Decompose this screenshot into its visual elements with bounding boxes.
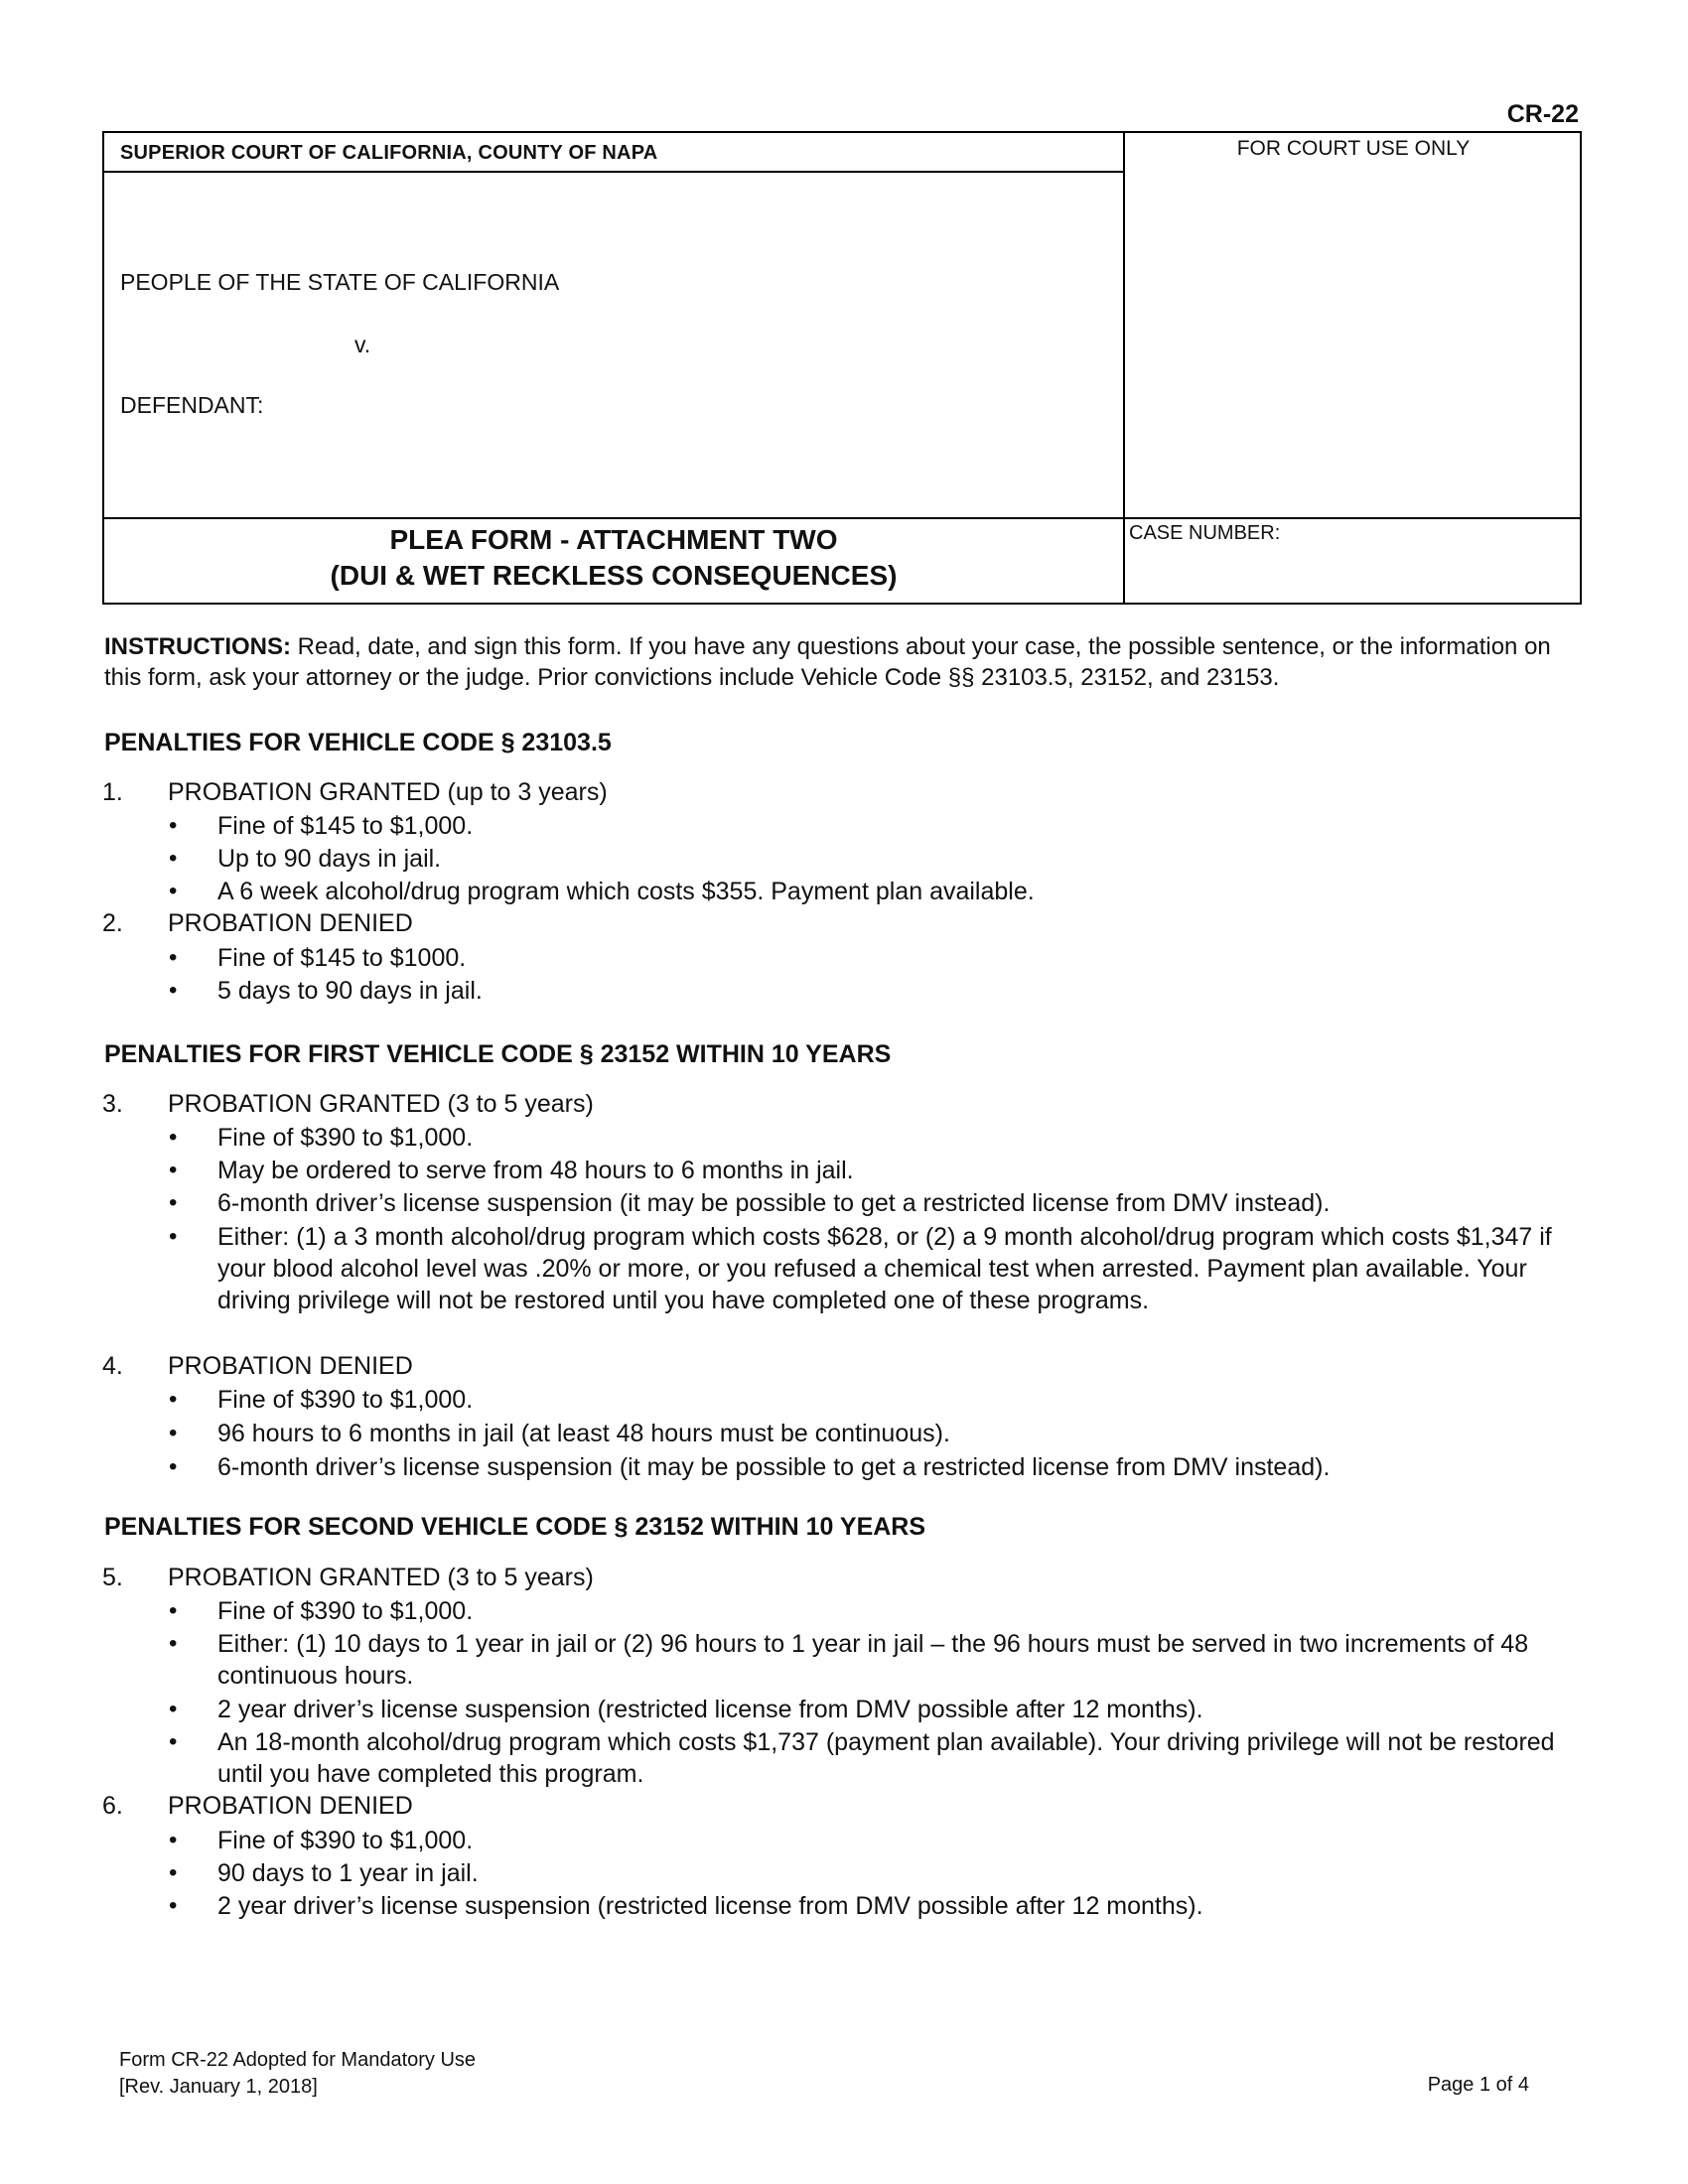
form-title-line-1: PLEA FORM - ATTACHMENT TWO: [389, 524, 838, 555]
item-heading: PROBATION GRANTED (up to 3 years): [168, 778, 608, 806]
case-caption-box: [102, 131, 1582, 605]
form-number: CR-22: [1506, 100, 1579, 128]
form-title: [104, 522, 1123, 594]
bullet-icon: •: [169, 1189, 178, 1216]
bullet-icon: •: [169, 1386, 178, 1413]
item-heading: PROBATION GRANTED (3 to 5 years): [168, 1090, 594, 1118]
bullet-icon: •: [169, 812, 178, 839]
item-heading: PROBATION DENIED: [168, 1352, 413, 1380]
bullet-icon: •: [169, 1453, 178, 1480]
item-heading: PROBATION GRANTED (3 to 5 years): [168, 1564, 594, 1591]
footer-form-info: [119, 2047, 476, 2101]
court-name: SUPERIOR COURT OF CALIFORNIA, COUNTY OF NAPA: [120, 142, 658, 164]
bullet-icon: •: [169, 1630, 178, 1657]
bullet-icon: •: [169, 1859, 178, 1886]
bullet-text: 5 days to 90 days in jail.: [217, 977, 483, 1005]
bullet-text: 2 year driver’s license suspension (restricted license from DMV possible after 12 months).: [217, 1696, 1203, 1723]
item-number: 1.: [102, 778, 123, 806]
instructions: [104, 631, 1594, 693]
bullet-text: Fine of $390 to $1,000.: [217, 1597, 474, 1625]
bullet-icon: •: [169, 977, 178, 1004]
bullet-text: 6-month driver’s license suspension (it may be possible to get a restricted license from DMV instead).: [217, 1453, 1331, 1481]
bullet-icon: •: [169, 944, 178, 971]
bullet-text: Fine of $145 to $1000.: [217, 944, 467, 972]
versus-label: v.: [354, 332, 371, 357]
bullet-text: Either: (1) 10 days to 1 year in jail or (2) 96 hours to 1 year in jail – the 96 hours must be served in two increments of 48 continuous hours.: [217, 1630, 1529, 1690]
bullet-text: Fine of $390 to $1,000.: [217, 1386, 474, 1414]
bullet-text: May be ordered to serve from 48 hours to 6 months in jail.: [217, 1157, 854, 1184]
case-number-label: CASE NUMBER:: [1129, 522, 1281, 544]
form-title-line-2: (DUI & WET RECKLESS CONSEQUENCES): [330, 560, 898, 591]
bullet-text: Fine of $390 to $1,000.: [217, 1827, 474, 1854]
court-use-only-label: FOR COURT USE ONLY: [1236, 137, 1471, 160]
bullet-text: 96 hours to 6 months in jail (at least 48 hours must be continuous).: [217, 1420, 950, 1447]
instructions-label: INSTRUCTIONS:: [104, 633, 291, 660]
section-title: PENALTIES FOR SECOND VEHICLE CODE § 23152 WITHIN 10 YEARS: [104, 1513, 926, 1541]
bullet-text: Fine of $145 to $1,000.: [217, 812, 474, 840]
item-number: 2.: [102, 909, 123, 937]
bullet-icon: •: [169, 878, 178, 904]
section-title: PENALTIES FOR FIRST VEHICLE CODE § 23152 WITHIN 10 YEARS: [104, 1040, 892, 1068]
bullet-text: Fine of $390 to $1,000.: [217, 1124, 474, 1152]
bullet-text: Up to 90 days in jail.: [217, 845, 442, 873]
bullet-icon: •: [169, 1827, 178, 1853]
bullet-icon: •: [169, 1223, 178, 1250]
footer-adopted: Form CR-22 Adopted for Mandatory Use: [119, 2049, 477, 2071]
plaintiff-label: PEOPLE OF THE STATE OF CALIFORNIA: [120, 269, 560, 295]
bullet-icon: •: [169, 1892, 178, 1919]
instructions-text: Read, date, and sign this form. If you have any questions about your case, the possible sentence, or the information on this form, ask your attorney or the judge. Prior convictions include Vehicle Code §§ 23103.5, 23152, and 23153.: [104, 633, 1551, 691]
bullet-icon: •: [169, 1696, 178, 1722]
bullet-text: 2 year driver’s license suspension (restricted license from DMV possible after 12 months).: [217, 1892, 1203, 1920]
item-heading: PROBATION DENIED: [168, 909, 413, 937]
bullet-text: 90 days to 1 year in jail.: [217, 1859, 479, 1887]
bullet-icon: •: [169, 1728, 178, 1755]
item-number: 4.: [102, 1352, 123, 1380]
bullet-icon: •: [169, 845, 178, 872]
caption-divider-vertical: [1123, 133, 1125, 603]
bullet-icon: •: [169, 1157, 178, 1183]
item-heading: PROBATION DENIED: [168, 1792, 413, 1820]
bullet-icon: •: [169, 1420, 178, 1446]
bullet-icon: •: [169, 1597, 178, 1624]
caption-divider-horizontal: [104, 517, 1580, 519]
item-number: 3.: [102, 1090, 123, 1118]
item-number: 5.: [102, 1564, 123, 1591]
bullet-text: Either: (1) a 3 month alcohol/drug program which costs $628, or (2) a 9 month alcohol/drug program which costs $1,347 if your blood alcohol level was .20% or more, or you refused a chemical test when arrested. Payment plan available. Your driving privilege will not be restored until you have completed one of these programs.: [217, 1223, 1552, 1314]
bullet-text: 6-month driver’s license suspension (it may be possible to get a restricted license from DMV instead).: [217, 1189, 1331, 1217]
bullet-text: A 6 week alcohol/drug program which costs $355. Payment plan available.: [217, 878, 1035, 905]
section-title: PENALTIES FOR VEHICLE CODE § 23103.5: [104, 729, 612, 756]
bullet-icon: •: [169, 1124, 178, 1151]
item-number: 6.: [102, 1792, 123, 1820]
bullet-text: An 18-month alcohol/drug program which costs $1,737 (payment plan available). Your driving privilege will not be restored until you have completed this program.: [217, 1728, 1555, 1788]
defendant-label: DEFENDANT:: [120, 392, 264, 418]
footer-revision: [Rev. January 1, 2018]: [119, 2076, 318, 2098]
court-name-divider: [104, 171, 1123, 173]
page-number: Page 1 of 4: [1427, 2074, 1529, 2096]
